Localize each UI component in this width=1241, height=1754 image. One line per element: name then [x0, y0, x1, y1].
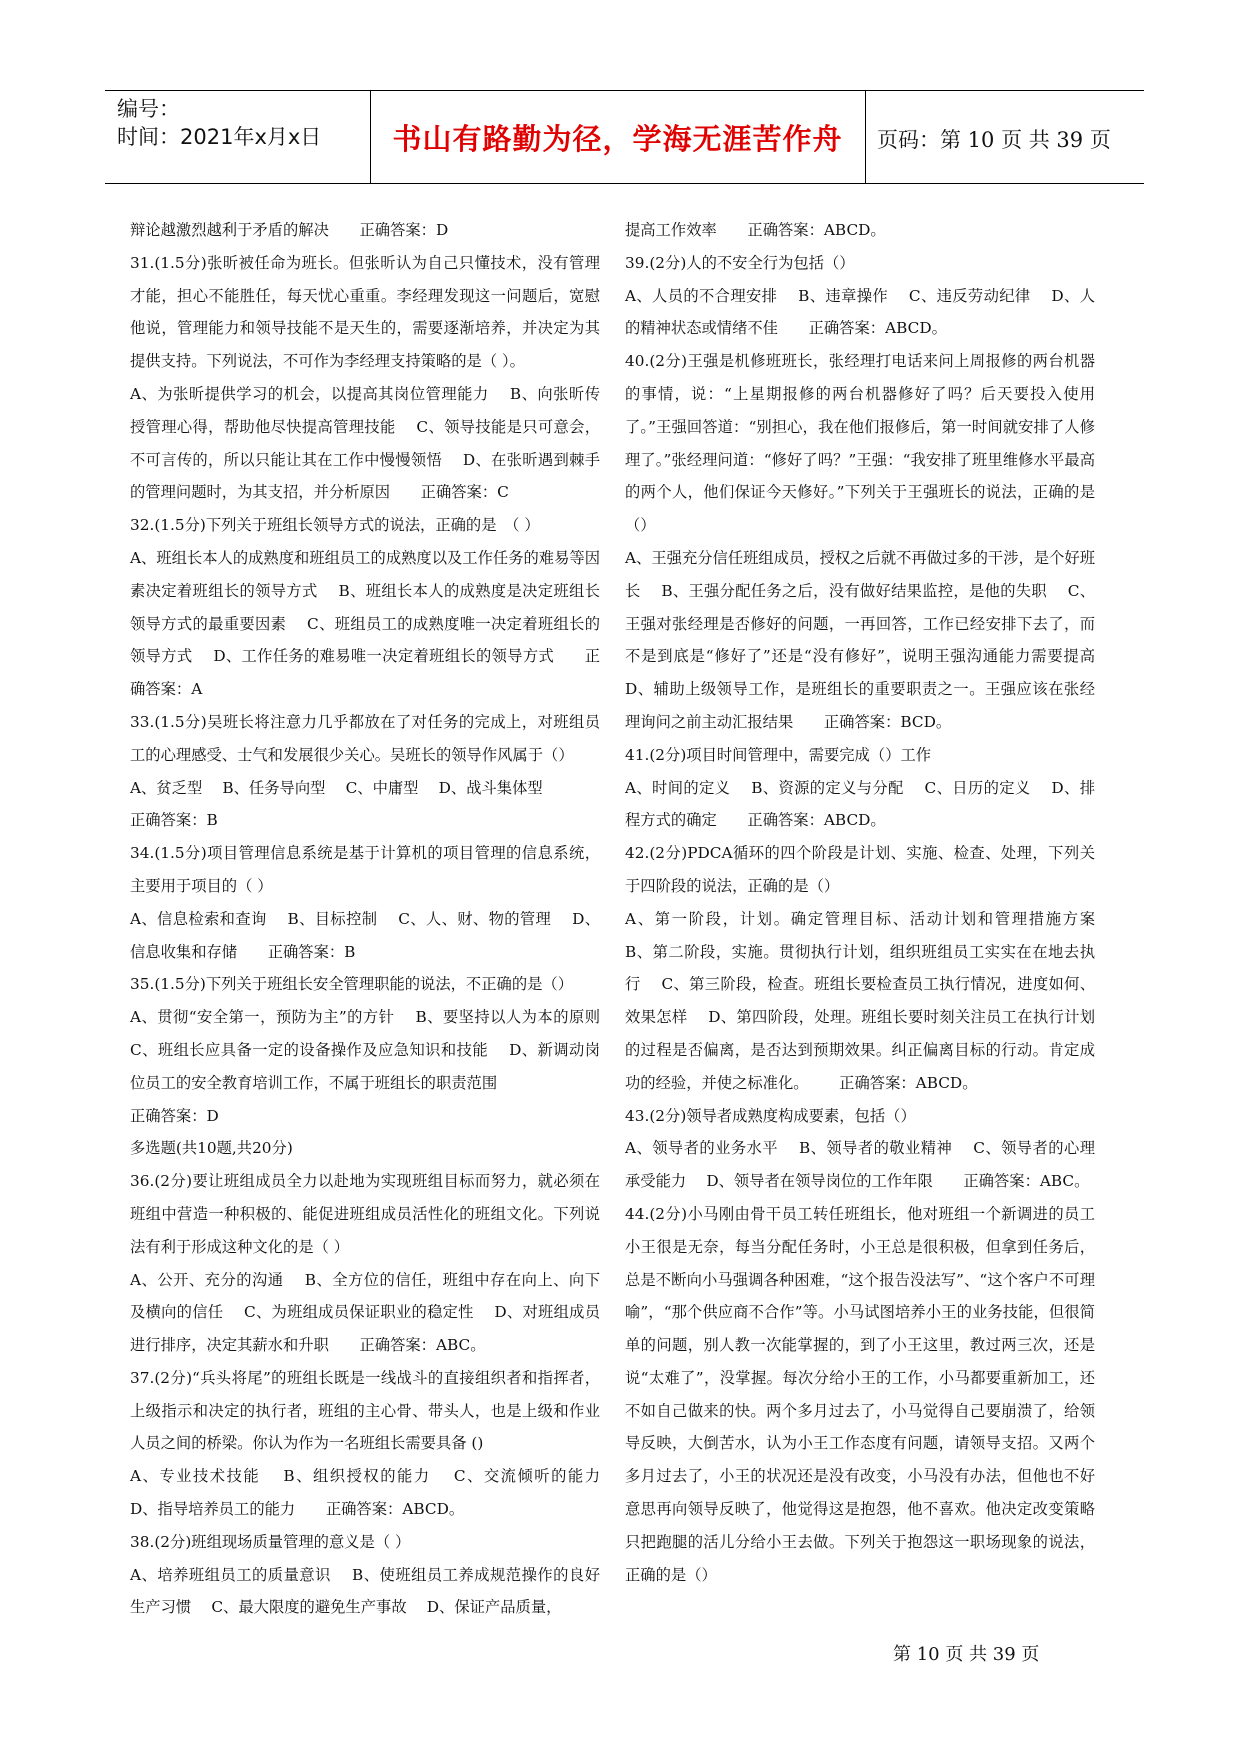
question-paragraph — [130, 1460, 621, 1526]
question-paragraph — [130, 1100, 600, 1133]
question-text: A、培养班组员工的质量意识 B、使班组员工养成规范操作的良好生产习惯 C、最大限度的避免生产事故 D、保证产品质量， — [130, 1565, 600, 1617]
question-text: 41.(2分)项目时间管理中，需要完成（）工作 — [625, 745, 932, 764]
question-text: A、专业技术技能 B、组织授权的能力 C、交流倾听的能力 D、指导培养员工的能力 — [130, 1467, 621, 1519]
question-text: 37.(2分)“兵头将尾”的班组长既是一线战斗的直接组织者和指挥者，上级指示和决定的执行者，班组的主心骨、带头人，也是上级和作业人员之间的桥梁。你认为作为一名班组长需要具备 () — [130, 1368, 600, 1453]
question-text: 辩论越激烈越利于矛盾的解决 — [130, 221, 329, 239]
question-text: A、贫乏型 B、任务导向型 C、中庸型 D、战斗集体型 — [130, 778, 543, 797]
question-text: 正确答案：D — [130, 1106, 219, 1125]
page-header — [105, 90, 1144, 184]
correct-answer: 正确答案：ABC。 — [963, 1172, 1090, 1191]
left-column — [130, 214, 621, 1624]
question-text: 33.(1.5分)吴班长将注意力几乎都放在了对任务的完成上，对班组员工的心理感受、士气和发展很少关心。吴班长的领导作风属于（） — [130, 712, 600, 764]
question-paragraph — [130, 542, 600, 706]
question-paragraph — [130, 804, 600, 837]
question-text: A、领导者的业务水平 B、领导者的敬业精神 C、领导者的心理承受能力 D、领导者在领导岗位的工作年限 — [625, 1139, 1095, 1191]
question-paragraph — [130, 1526, 600, 1559]
question-text: 36.(2分)要让班组成员全力以赴地为实现班组目标而努力，就必须在班组中营造一种积极的、能促进班组成员活性化的班组文化。下列说法有利于形成这种文化的是（ ） — [130, 1172, 600, 1256]
correct-answer: 正确答案：ABCD。 — [808, 319, 947, 338]
question-paragraph — [130, 706, 600, 772]
document-number-label: 编号： — [117, 97, 180, 121]
question-text: 39.(2分)人的不安全行为包括（） — [625, 253, 855, 272]
question-text: A、人员的不合理安排 B、违章操作 C、违反劳动纪律 D、人的精神状态或情绪不佳 — [625, 286, 1095, 338]
question-text: A、王强充分信任班组成员，授权之后就不再做过多的干涉，是个好班长 B、王强分配任务之后，没有做好结果监控，是他的失职 C、王强对张经理是否修好的问题，一再回答，工作已经安排下去了，而不是到底是“修好了”还是“没有修好”，说明王强沟通能力需要提高 D、辅助上级领导工作，是班组长的重要职责之一。王强应该在张经理询问之前主动汇报结果 — [625, 548, 1116, 731]
correct-answer: 正确答案：ABCD。 — [839, 1073, 978, 1092]
question-text: 31.(1.5分)张昕被任命为班长。但张昕认为自己只懂技术，没有管理才能，担心不能胜任，每天忧心重重。李经理发现这一问题后，宽慰他说，管理能力和领导技能不是天生的，需要逐渐培养，并决定为其提供支持。下列说法，不可作为李经理支持策略的是（ ）。 — [130, 253, 600, 371]
question-paragraph — [130, 1264, 600, 1362]
header-middle-cell — [370, 91, 866, 183]
question-paragraph — [625, 1198, 1095, 1592]
header-right-cell — [865, 91, 1144, 183]
correct-answer: 正确答案：B — [267, 942, 356, 961]
correct-answer: 正确答案：BCD。 — [823, 712, 952, 731]
question-text: 提高工作效率 — [625, 221, 717, 239]
question-text: 42.(2分)PDCA循环的四个阶段是计划、实施、检查、处理，下列关于四阶段的说法，正确的是（） — [625, 844, 1095, 895]
header-left-cell — [105, 91, 371, 183]
question-paragraph — [130, 772, 600, 805]
question-text: A、班组长本人的成熟度和班组员工的成熟度以及工作任务的难易等因素决定着班组长的领导方式 B、班组长本人的成熟度是决定班组长领导方式的最重要因素 C、班组员工的成熟度唯一决定着班组长的领导方式 D、工作任务的难易唯一决定着班组长的领导方式 — [130, 548, 600, 666]
header-page-info: 页码：第 10 页 共 39 页 — [877, 128, 1111, 152]
question-text: 正确答案：B — [130, 811, 218, 830]
question-paragraph — [130, 1165, 600, 1263]
question-text: 40.(2分)王强是机修班班长，张经理打电话来问上周报修的两台机器的事情，说：“上星期报修的两台机器修好了吗？后天要投入使用了。”王强回答道：“别担心，我在他们报修后，第一时间就安排了人修理了。”张经理问道：“修好了吗？”王强：“我安排了班里维修水平最高的两个人，他们保证今天修好。”下列关于王强班长的说法，正确的是（） — [625, 352, 1095, 535]
question-paragraph — [130, 837, 600, 903]
question-paragraph — [625, 542, 1116, 739]
question-paragraph — [625, 280, 1095, 346]
footer-page-number: 第 10 页 共 39 页 — [893, 1644, 1040, 1665]
question-text: 43.(2分)领导者成熟度构成要素，包括（） — [625, 1106, 916, 1125]
question-paragraph — [625, 903, 1116, 1100]
correct-answer: 正确答案：C — [420, 483, 509, 502]
question-paragraph — [130, 1001, 621, 1099]
header-slogan: 书山有路勤为径，学海无涯苦作舟 — [392, 122, 843, 156]
question-paragraph — [130, 378, 600, 509]
question-text: A、公开、充分的沟通 B、全方位的信任，班组中存在向上、向下及横向的信任 C、为班组成员保证职业的稳定性 D、对班组成员进行排序，决定其薪水和升职 — [130, 1270, 600, 1355]
question-text: A、为张昕提供学习的机会，以提高其岗位管理能力 B、向张昕传授管理心得，帮助他尽快提高管理技能 C、领导技能是只可意会，不可言传的，所以只能让其在工作中慢慢领悟 D、在张昕遇到棘手的管理问题时，为其支招，并分析原因 — [130, 384, 600, 502]
right-column — [625, 214, 1116, 1591]
question-paragraph — [130, 509, 600, 542]
question-text: 35.(1.5分)下列关于班组长安全管理职能的说法，不正确的是（） — [130, 975, 574, 994]
question-text: A、时间的定义 B、资源的定义与分配 C、日历的定义 D、排程方式的确定 — [625, 778, 1095, 830]
question-paragraph — [625, 772, 1095, 838]
correct-answer: 正确答案：ABCD。 — [747, 811, 886, 830]
question-paragraph — [130, 214, 600, 247]
question-paragraph — [625, 214, 1095, 247]
document-time-label: 时间：2021年x月x日 — [117, 125, 322, 149]
question-paragraph — [130, 247, 600, 378]
correct-answer: 正确答案：A — [130, 647, 600, 699]
question-text: 38.(2分)班组现场质量管理的意义是（ ） — [130, 1532, 411, 1551]
correct-answer: 正确答案：ABCD。 — [747, 221, 886, 239]
correct-answer: 正确答案：ABCD。 — [325, 1500, 465, 1519]
question-text: A、第一阶段，计划。确定管理目标、活动计划和管理措施方案 B、第二阶段，实施。贯彻执行计划，组织班组员工实实在在地去执行 C、第三阶段，检查。班组长要检查员工执行情况，进度如何、效果怎样 D、第四阶段，处理。班组长要时刻关注员工在执行计划的过程是否偏离，是否达到预期效果。纠正偏离目标的行动。肯定成功的经验，并使之标准化。 — [625, 909, 1116, 1092]
question-text: A、贯彻“安全第一，预防为主”的方针 B、要坚持以人为本的原则 C、班组长应具备一定的设备操作及应急知识和技能 D、新调动岗位员工的安全教育培训工作，不属于班组长的职责范围 — [130, 1008, 621, 1092]
question-paragraph — [130, 1559, 600, 1625]
question-paragraph — [625, 1100, 1095, 1133]
question-paragraph — [130, 1132, 600, 1165]
question-paragraph — [130, 903, 600, 969]
question-paragraph — [625, 1132, 1095, 1198]
question-text: 32.(1.5分)下列关于班组长领导方式的说法，正确的是 （ ） — [130, 516, 540, 535]
correct-answer: 正确答案：D — [359, 221, 449, 239]
question-text: 44.(2分)小马刚由骨干员工转任班组长，他对班组一个新调进的员工小王很是无奈，每当分配任务时，小王总是很积极，但拿到任务后，总是不断向小马强调各种困难，“这个报告没法写”、“这个客户不可理喻”，“那个供应商不合作”等。小马试图培养小王的业务技能，但很简单的问题，别人教一次能掌握的，到了小王这里，教过两三次，还是说“太难了”，没掌握。每次分给小王的工作，小马都要重新加工，还不如自己做来的快。两个多月过去了，小马觉得自己要崩溃了，给领导反映，大倒苦水，认为小王工作态度有问题，请领导支招。又两个多月过去了，小王的状况还是没有改变，小马没有办法，但他也不好意思再向领导反映了，他觉得这是抱怨，他不喜欢。他决定改变策略只把跑腿的活儿分给小王去做。下列关于抱怨这一职场现象的说法，正确的是（） — [625, 1204, 1095, 1584]
question-text: 多选题(共10题,共20分) — [130, 1139, 293, 1158]
question-text: 34.(1.5分)项目管理信息系统是基于计算机的项目管理的信息系统，主要用于项目的（ ） — [130, 844, 600, 895]
correct-answer: 正确答案：ABC。 — [359, 1336, 486, 1355]
question-paragraph — [625, 345, 1095, 542]
question-text: A、信息检索和查询 B、目标控制 C、人、财、物的管理 D、信息收集和存储 — [130, 909, 600, 961]
question-paragraph — [625, 247, 1095, 280]
question-paragraph — [130, 968, 600, 1001]
question-paragraph — [625, 837, 1095, 903]
question-paragraph — [625, 739, 1095, 772]
question-paragraph — [130, 1362, 600, 1460]
